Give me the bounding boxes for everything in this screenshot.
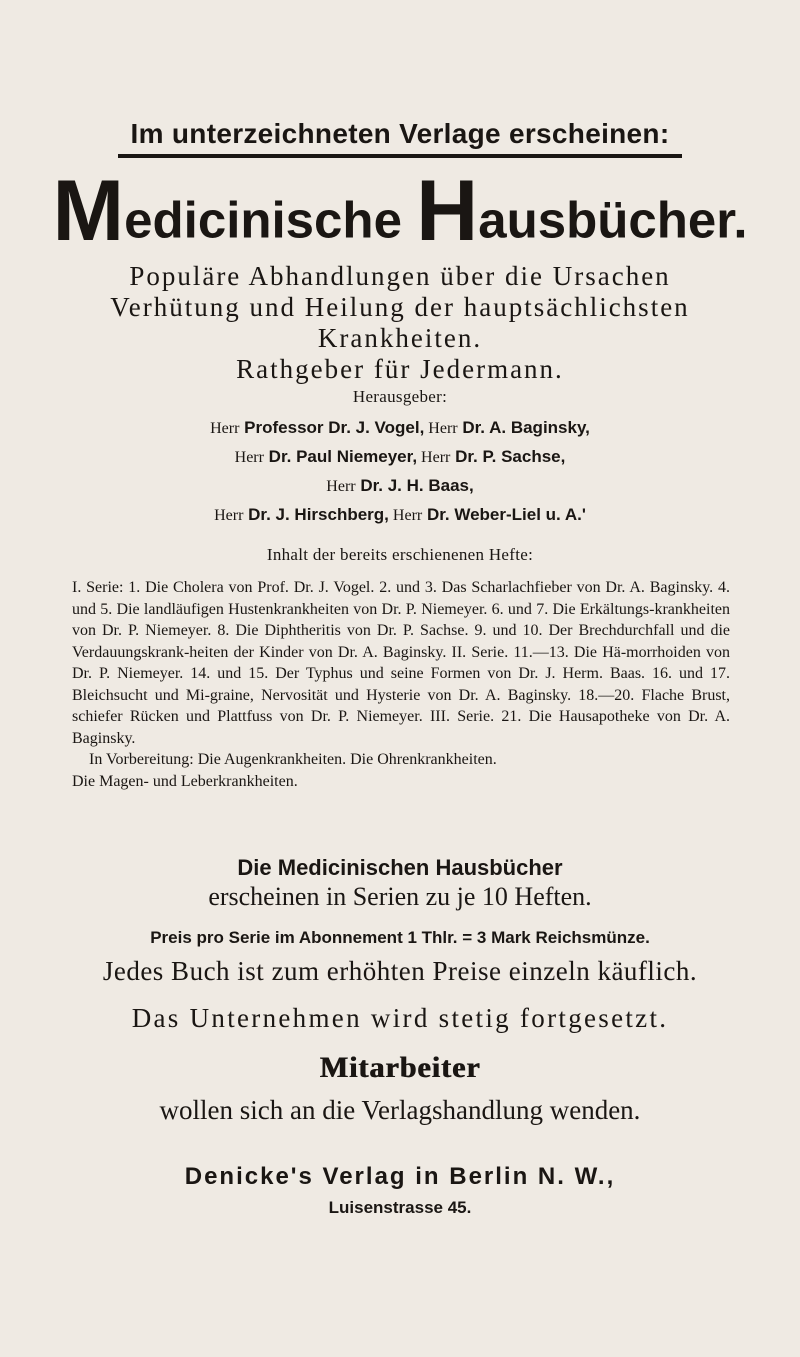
editor-line [0, 501, 800, 530]
editors-label: Herausgeber: [352, 387, 448, 406]
publisher-address: Luisenstrasse 45. [328, 1198, 472, 1217]
series-line: erscheinen in Serien zu je 10 Heften. [208, 882, 592, 911]
title-initial-m: M [52, 163, 125, 259]
editor-name: Dr. A. Baginsky, [457, 418, 590, 437]
editor-prefix: Herr [388, 507, 423, 524]
publisher-announcement-line: Im unterzeichneten Verlage erscheinen: [130, 118, 670, 149]
subtitle-line: Populäre Abhandlungen über die Ursachen [129, 261, 671, 291]
section-title: Die Medicinischen Hausbücher [237, 855, 563, 880]
editor-name: Dr. P. Sachse, [450, 447, 566, 466]
editor-name: Dr. J. H. Baas, [355, 476, 474, 495]
title-word-hausbuecher: ausbücher. [478, 191, 748, 249]
editor-line [0, 443, 800, 472]
editor-name: Professor Dr. J. Vogel, [239, 418, 425, 437]
editor-line [0, 414, 800, 443]
single-copy-line: Jedes Buch ist zum erhöhten Preise einzeln käuflich. [102, 956, 698, 986]
enterprise-line: Das Unternehmen wird stetig fortgesetzt. [131, 1003, 669, 1033]
preparation-line-continued: Die Magen- und Leberkrankheiten. [72, 772, 298, 790]
subtitle-line: Rathgeber für Jedermann. [236, 354, 564, 384]
subtitle-line: Verhütung und Heilung der hauptsächlichsten [110, 292, 690, 322]
heading-rule [118, 154, 682, 158]
main-title [0, 163, 800, 259]
contents-label: Inhalt der bereits erschienenen Hefte: [266, 545, 534, 564]
subtitle-block [0, 261, 800, 385]
editor-prefix: Herr [210, 420, 240, 437]
contact-line: wollen sich an die Verlagshandlung wenden. [159, 1095, 641, 1125]
editor-prefix: Herr [326, 478, 356, 495]
editor-prefix: Herr [424, 420, 458, 437]
subtitle-line: Krankheiten. [317, 323, 483, 353]
preparation-line: In Vorbereitung: Die Augenkrankheiten. Die Ohrenkrankheiten. [89, 751, 497, 768]
mitarbeiter-heading: Mitarbeiter [319, 1051, 481, 1084]
contents-paragraph: I. Serie: 1. Die Cholera von Prof. Dr. J. Vogel. 2. und 3. Das Scharlachfieber von Dr. A. Baginsky. 4. und 5. Die landläufigen Hustenkrankheiten von Dr. P. Niemeyer. 6. und 7. Die Erkältungs-krankheiten von Dr. P. Niemeyer. 8. Die Diphtheritis von Dr. P. Sachse. 9. und 10. Der Brechdurchfall und die Verdauungskrank-heiten der Kinder von Dr. A. Baginsky. II. Serie. 11.—13. Die Hä-morrhoiden von Dr. P. Niemeyer. 14. und 15. Der Typhus und seine Formen von Dr. J. Herm. Baas. 16. und 17. Bleichsucht und Mi-graine, Nervosität und Hysterie von Dr. A. Baginsky. 18.—20. Flache Brust, schiefer Rücken und Plattfuss von Dr. P. Niemeyer. III. Serie. 21. Die Hausapotheke von Dr. A. Baginsky. [72, 579, 730, 747]
publisher-name: Denicke's Verlag in Berlin N. W., [184, 1163, 616, 1190]
editor-name: Dr. Paul Niemeyer, [263, 447, 418, 466]
editor-prefix: Herr [234, 449, 264, 466]
editor-prefix: Herr [214, 507, 244, 524]
editor-prefix: Herr [417, 449, 451, 466]
editor-name: Dr. Weber-Liel u. A.' [422, 505, 586, 524]
contents-block [72, 577, 730, 792]
editors-list [0, 414, 800, 530]
title-initial-h: H [416, 163, 479, 259]
editor-line [0, 472, 800, 501]
price-line: Preis pro Serie im Abonnement 1 Thlr. = 3 Mark Reichsmünze. [150, 928, 650, 947]
editor-name: Dr. J. Hirschberg, [243, 505, 389, 524]
title-word-medicinische: edicinische [124, 191, 417, 249]
